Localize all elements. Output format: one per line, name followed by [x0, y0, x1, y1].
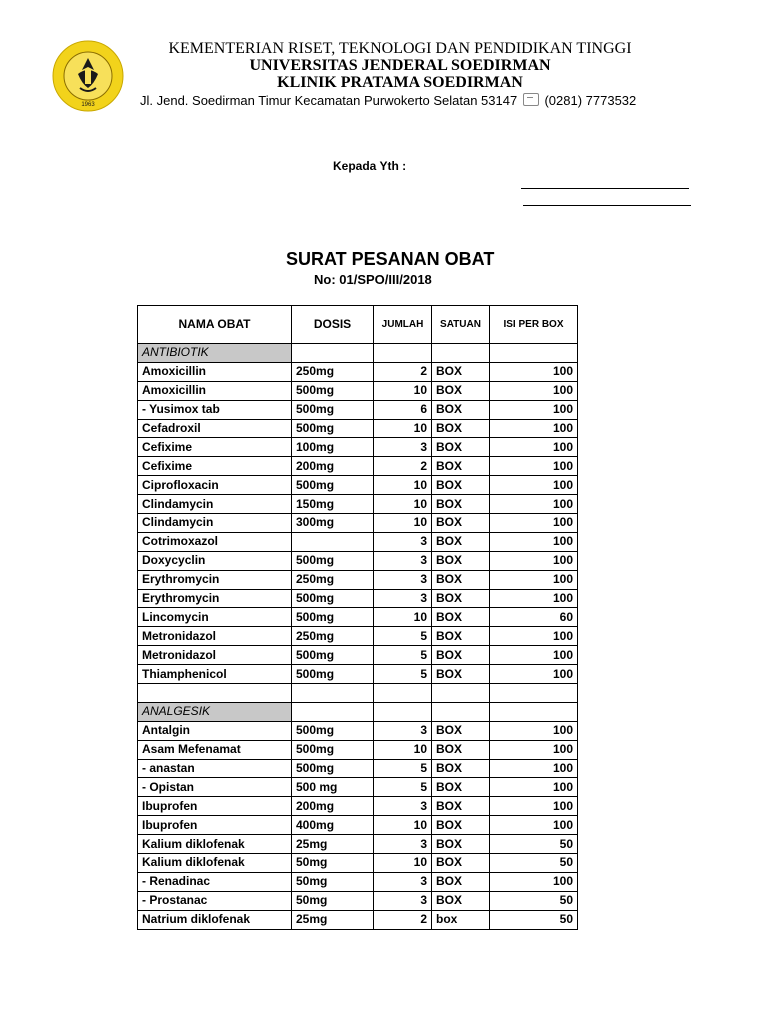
cell-isi: 100: [490, 570, 578, 589]
empty-cell: [374, 344, 432, 363]
table-row: [138, 532, 578, 551]
table-row: [138, 608, 578, 627]
cell-satuan: box: [432, 910, 490, 929]
empty-cell: [374, 702, 432, 721]
cell-satuan: BOX: [432, 400, 490, 419]
category-label: ANALGESIK: [138, 702, 292, 721]
cell-nama: Ciprofloxacin: [138, 476, 292, 495]
table-row: [138, 835, 578, 854]
cell-dosis: 500 mg: [292, 778, 374, 797]
document-title: SURAT PESANAN OBAT: [286, 249, 495, 269]
cell-jumlah: 3: [374, 532, 432, 551]
cell-isi: 100: [490, 438, 578, 457]
cell-dosis: 500mg: [292, 551, 374, 570]
cell-jumlah: 10: [374, 740, 432, 759]
cell-isi: 100: [490, 627, 578, 646]
table-row: [138, 816, 578, 835]
table-row: [138, 419, 578, 438]
empty-cell: [432, 344, 490, 363]
empty-cell: [490, 702, 578, 721]
cell-dosis: 300mg: [292, 514, 374, 533]
category-label: ANTIBIOTIK: [138, 344, 292, 363]
cell-jumlah: 10: [374, 381, 432, 400]
cell-jumlah: 2: [374, 910, 432, 929]
table-row: [138, 740, 578, 759]
cell-nama: Kalium diklofenak: [138, 854, 292, 873]
cell-isi: 100: [490, 532, 578, 551]
empty-cell: [432, 702, 490, 721]
document-number: No: 01/SPO/III/2018: [314, 272, 432, 287]
cell-nama: - anastan: [138, 759, 292, 778]
cell-jumlah: 3: [374, 589, 432, 608]
recipient-line-2: [523, 205, 691, 206]
cell-isi: 100: [490, 816, 578, 835]
cell-satuan: BOX: [432, 816, 490, 835]
table-row: [138, 514, 578, 533]
phone-number: (0281) 7773532: [544, 93, 637, 108]
cell-dosis: 500mg: [292, 665, 374, 684]
empty-cell: [292, 344, 374, 363]
cell-dosis: 150mg: [292, 495, 374, 514]
cell-satuan: BOX: [432, 891, 490, 910]
cell-isi: 100: [490, 476, 578, 495]
svg-text:1963: 1963: [81, 102, 95, 108]
cell-dosis: 100mg: [292, 438, 374, 457]
cell-satuan: BOX: [432, 627, 490, 646]
university-title: UNIVERSITAS JENDERAL SOEDIRMAN: [249, 57, 551, 74]
cell-isi: 100: [490, 759, 578, 778]
cell-dosis: 500mg: [292, 740, 374, 759]
cell-isi: 100: [490, 797, 578, 816]
spacer-row: [138, 684, 578, 703]
cell-nama: Metronidazol: [138, 646, 292, 665]
cell-satuan: BOX: [432, 570, 490, 589]
header-isi-per-box: ISI PER BOX: [490, 306, 578, 344]
cell-satuan: BOX: [432, 514, 490, 533]
table-row: [138, 665, 578, 684]
empty-cell: [292, 702, 374, 721]
table-row: [138, 589, 578, 608]
cell-dosis: 250mg: [292, 362, 374, 381]
cell-isi: 100: [490, 495, 578, 514]
table-row: [138, 476, 578, 495]
address-text: Jl. Jend. Soedirman Timur Kecamatan Purwokerto Selatan 53147: [140, 93, 518, 108]
table-row: [138, 438, 578, 457]
clinic-title: KLINIK PRATAMA SOEDIRMAN: [277, 74, 523, 91]
cell-dosis: 500mg: [292, 400, 374, 419]
address-line: [140, 93, 636, 108]
header-jumlah: JUMLAH: [374, 306, 432, 344]
table-row: [138, 381, 578, 400]
cell-isi: 100: [490, 740, 578, 759]
cell-nama: - Opistan: [138, 778, 292, 797]
cell-dosis: 50mg: [292, 872, 374, 891]
cell-isi: 100: [490, 419, 578, 438]
cell-dosis: 50mg: [292, 854, 374, 873]
cell-nama: Erythromycin: [138, 570, 292, 589]
cell-isi: 100: [490, 665, 578, 684]
recipient-label: Kepada Yth :: [333, 159, 407, 173]
cell-nama: - Prostanac: [138, 891, 292, 910]
cell-jumlah: 5: [374, 665, 432, 684]
cell-satuan: BOX: [432, 362, 490, 381]
cell-jumlah: 5: [374, 627, 432, 646]
cell-satuan: BOX: [432, 551, 490, 570]
cell-dosis: 500mg: [292, 419, 374, 438]
empty-cell: [138, 684, 292, 703]
cell-jumlah: 2: [374, 457, 432, 476]
cell-satuan: BOX: [432, 608, 490, 627]
cell-dosis: 500mg: [292, 608, 374, 627]
cell-nama: - Renadinac: [138, 872, 292, 891]
empty-cell: [432, 684, 490, 703]
cell-isi: 50: [490, 910, 578, 929]
cell-dosis: 500mg: [292, 476, 374, 495]
cell-satuan: BOX: [432, 778, 490, 797]
cell-isi: 100: [490, 457, 578, 476]
cell-isi: 100: [490, 872, 578, 891]
cell-satuan: BOX: [432, 457, 490, 476]
cell-jumlah: 5: [374, 778, 432, 797]
cell-dosis: 50mg: [292, 891, 374, 910]
cell-nama: Ibuprofen: [138, 816, 292, 835]
cell-nama: Kalium diklofenak: [138, 835, 292, 854]
cell-dosis: [292, 532, 374, 551]
table-row: [138, 910, 578, 929]
cell-dosis: 500mg: [292, 589, 374, 608]
table-header-row: [138, 306, 578, 344]
cell-satuan: BOX: [432, 835, 490, 854]
cell-satuan: BOX: [432, 721, 490, 740]
table-row: [138, 797, 578, 816]
cell-satuan: BOX: [432, 797, 490, 816]
cell-isi: 60: [490, 608, 578, 627]
cell-nama: Clindamycin: [138, 514, 292, 533]
cell-dosis: 500mg: [292, 646, 374, 665]
empty-cell: [490, 684, 578, 703]
cell-jumlah: 5: [374, 646, 432, 665]
cell-dosis: 200mg: [292, 457, 374, 476]
cell-jumlah: 3: [374, 721, 432, 740]
empty-cell: [490, 344, 578, 363]
cell-nama: Lincomycin: [138, 608, 292, 627]
table-row: [138, 646, 578, 665]
cell-dosis: 25mg: [292, 835, 374, 854]
cell-jumlah: 3: [374, 797, 432, 816]
cell-dosis: 25mg: [292, 910, 374, 929]
cell-nama: Antalgin: [138, 721, 292, 740]
cell-dosis: 400mg: [292, 816, 374, 835]
cell-isi: 50: [490, 835, 578, 854]
cell-dosis: 200mg: [292, 797, 374, 816]
cell-isi: 50: [490, 854, 578, 873]
empty-cell: [292, 684, 374, 703]
cell-isi: 100: [490, 589, 578, 608]
cell-jumlah: 6: [374, 400, 432, 419]
cell-satuan: BOX: [432, 438, 490, 457]
cell-satuan: BOX: [432, 872, 490, 891]
cell-isi: 50: [490, 891, 578, 910]
cell-jumlah: 10: [374, 495, 432, 514]
table-row: [138, 721, 578, 740]
cell-nama: Asam Mefenamat: [138, 740, 292, 759]
cell-nama: - Yusimox tab: [138, 400, 292, 419]
cell-jumlah: 10: [374, 476, 432, 495]
cell-jumlah: 3: [374, 551, 432, 570]
recipient-line-1: [521, 188, 689, 189]
cell-satuan: BOX: [432, 495, 490, 514]
cell-satuan: BOX: [432, 589, 490, 608]
table-row: [138, 891, 578, 910]
table-row: [138, 362, 578, 381]
table-row: [138, 778, 578, 797]
category-row: [138, 344, 578, 363]
cell-jumlah: 10: [374, 608, 432, 627]
medicine-table: [137, 305, 578, 930]
cell-nama: Natrium diklofenak: [138, 910, 292, 929]
cell-jumlah: 10: [374, 419, 432, 438]
cell-nama: Erythromycin: [138, 589, 292, 608]
table-row: [138, 570, 578, 589]
cell-dosis: 500mg: [292, 759, 374, 778]
header-nama-obat: NAMA OBAT: [138, 306, 292, 344]
table-row: [138, 872, 578, 891]
cell-satuan: BOX: [432, 381, 490, 400]
cell-satuan: BOX: [432, 740, 490, 759]
cell-nama: Clindamycin: [138, 495, 292, 514]
cell-jumlah: 10: [374, 816, 432, 835]
table-row: [138, 495, 578, 514]
table-row: [138, 400, 578, 419]
phone-icon: [523, 93, 539, 106]
cell-satuan: BOX: [432, 646, 490, 665]
cell-isi: 100: [490, 381, 578, 400]
cell-isi: 100: [490, 400, 578, 419]
cell-satuan: BOX: [432, 419, 490, 438]
cell-jumlah: 5: [374, 759, 432, 778]
cell-dosis: 250mg: [292, 627, 374, 646]
cell-jumlah: 3: [374, 872, 432, 891]
cell-isi: 100: [490, 646, 578, 665]
cell-jumlah: 10: [374, 854, 432, 873]
cell-nama: Metronidazol: [138, 627, 292, 646]
table-row: [138, 457, 578, 476]
cell-nama: Thiamphenicol: [138, 665, 292, 684]
cell-isi: 100: [490, 551, 578, 570]
cell-jumlah: 10: [374, 514, 432, 533]
table-row: [138, 627, 578, 646]
cell-satuan: BOX: [432, 665, 490, 684]
cell-dosis: 250mg: [292, 570, 374, 589]
cell-nama: Amoxicillin: [138, 362, 292, 381]
cell-nama: Cefadroxil: [138, 419, 292, 438]
cell-nama: Cefixime: [138, 438, 292, 457]
cell-satuan: BOX: [432, 759, 490, 778]
ministry-title: KEMENTERIAN RISET, TEKNOLOGI DAN PENDIDIKAN TINGGI: [168, 40, 632, 57]
cell-isi: 100: [490, 514, 578, 533]
empty-cell: [374, 684, 432, 703]
cell-jumlah: 3: [374, 438, 432, 457]
cell-jumlah: 3: [374, 891, 432, 910]
cell-jumlah: 2: [374, 362, 432, 381]
cell-nama: Doxycyclin: [138, 551, 292, 570]
header-satuan: SATUAN: [432, 306, 490, 344]
cell-nama: Ibuprofen: [138, 797, 292, 816]
table-row: [138, 759, 578, 778]
university-logo: [52, 40, 124, 112]
cell-jumlah: 3: [374, 570, 432, 589]
header-dosis: DOSIS: [292, 306, 374, 344]
cell-nama: Cotrimoxazol: [138, 532, 292, 551]
table-row: [138, 854, 578, 873]
table-row: [138, 551, 578, 570]
cell-isi: 100: [490, 362, 578, 381]
cell-satuan: BOX: [432, 476, 490, 495]
cell-satuan: BOX: [432, 532, 490, 551]
cell-nama: Cefixime: [138, 457, 292, 476]
cell-isi: 100: [490, 778, 578, 797]
category-row: [138, 702, 578, 721]
cell-nama: Amoxicillin: [138, 381, 292, 400]
cell-dosis: 500mg: [292, 381, 374, 400]
cell-jumlah: 3: [374, 835, 432, 854]
cell-isi: 100: [490, 721, 578, 740]
cell-dosis: 500mg: [292, 721, 374, 740]
cell-satuan: BOX: [432, 854, 490, 873]
